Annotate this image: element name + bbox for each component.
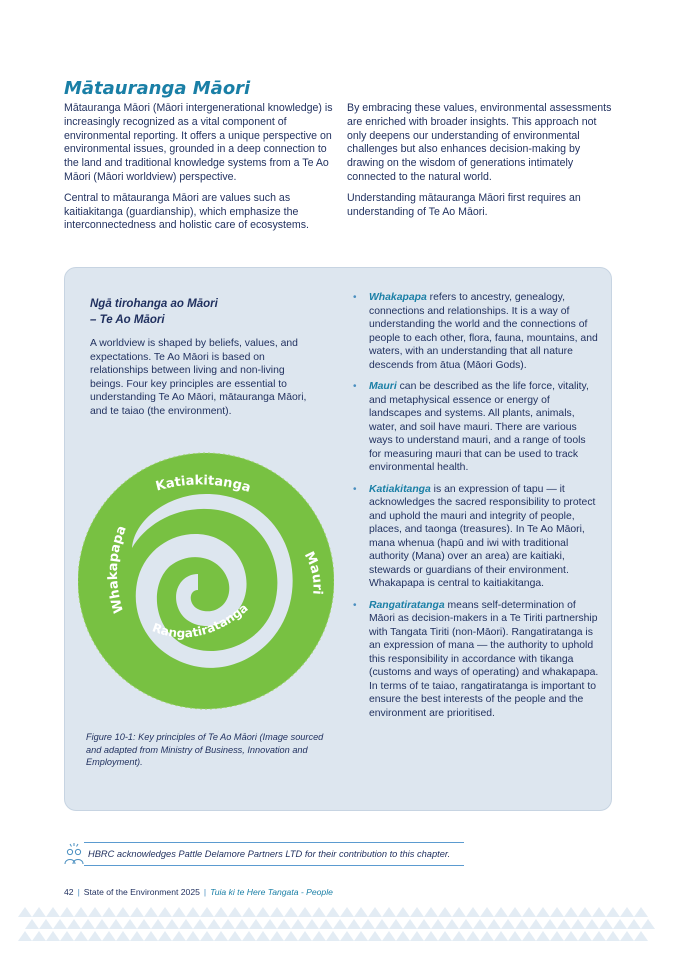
pattern-triangle [256,907,270,917]
pattern-triangle [396,931,410,941]
pattern-triangle [375,919,389,929]
pattern-triangle [424,931,438,941]
pattern-triangle [60,907,74,917]
pattern-triangle [74,907,88,917]
pattern-triangle [557,919,571,929]
footer-separator: | [203,887,207,897]
bullet-icon: • [353,599,357,611]
pattern-triangle [536,931,550,941]
intro-paragraph: Understanding mātauranga Māori first requires an understanding of Te Ao Māori. [347,191,581,218]
intro-paragraph: Central to mātauranga Māori are values such as kaitiakitanga (guardianship), which emphasize the interconnectedness and holistic care of ecosystems. [64,191,309,232]
pattern-triangle [172,907,186,917]
pattern-triangle [291,919,305,929]
pattern-triangle [144,907,158,917]
pattern-triangle [18,907,32,917]
pattern-triangle [60,931,74,941]
pattern-triangle [172,931,186,941]
pattern-triangle [620,931,634,941]
spiral-label-top: Katiakitanga [154,473,253,496]
decorative-pattern [18,907,658,941]
pattern-triangle [634,931,648,941]
spiral-label-right: Mauri [300,549,325,596]
pattern-triangle [123,919,137,929]
pattern-triangle [333,919,347,929]
intro-paragraph: Mātauranga Māori (Māori intergenerational knowledge) is increasingly recognized as a vital component of environmental reporting. It offers a unique perspective on environmental issues, grounded in a deep connection to the land and traditional knowledge systems from a Te Ao Māori (Māori worldview) perspective. [64,102,333,183]
pattern-triangle [312,907,326,917]
footer-separator: | [77,887,80,897]
pattern-triangle [368,931,382,941]
pattern-triangle [32,931,46,941]
pattern-triangle [67,919,81,929]
pattern-triangle [627,919,641,929]
pattern-triangle [592,907,606,917]
list-item [352,380,600,475]
pattern-triangle [606,931,620,941]
pattern-triangle [529,919,543,929]
pattern-triangle [242,931,256,941]
pattern-triangle [284,907,298,917]
pattern-triangle [417,919,431,929]
pattern-triangle [424,907,438,917]
pattern-triangle [270,931,284,941]
koru-spiral-figure [78,440,334,722]
panel-heading [90,296,320,328]
ack-bottom-rule [84,865,464,866]
pattern-triangle [95,919,109,929]
pattern-triangle [466,931,480,941]
pattern-triangle [599,919,613,929]
pattern-triangle [578,931,592,941]
bullet-icon: • [353,292,357,303]
pattern-triangle [46,931,60,941]
pattern-triangle [53,919,67,929]
pattern-triangle [102,931,116,941]
pattern-triangle [165,919,179,929]
pattern-triangle [284,931,298,941]
pattern-triangle [207,919,221,929]
pattern-triangle [18,931,32,941]
pattern-triangle [515,919,529,929]
pattern-triangle [88,931,102,941]
pattern-triangle [382,907,396,917]
pattern-triangle [158,907,172,917]
pattern-triangle [340,931,354,941]
pattern-triangle [319,919,333,929]
pattern-triangle [305,919,319,929]
principle-term: Whakapapa [369,292,427,303]
principle-text: means self-determination of Māori as decision-makers in a Te Tiriti partnership with Tangata Tiriti (non-Māori). Rangatiratanga is an expression of mana — the authority to uphold this responsibility in accordance with tikanga (customs and ways of operating) and whakapapa. In terms of te taiao, rangatiratanga is important to ensure the best interests of the people and the environment are prioritised. [369,599,599,719]
pattern-triangle [522,931,536,941]
pattern-triangle [522,907,536,917]
pattern-triangle [130,907,144,917]
pattern-triangle [263,919,277,929]
pattern-triangle [634,907,648,917]
pattern-triangle [592,931,606,941]
pattern-triangle [354,931,368,941]
pattern-triangle [221,919,235,929]
pattern-triangle [242,907,256,917]
pattern-triangle [277,919,291,929]
ack-top-rule [84,842,464,843]
pattern-triangle [102,907,116,917]
pattern-triangle [606,907,620,917]
principle-text: can be described as the life force, vitality, and metaphysical essence or energy of landscapes and systems. All plants, animals, water, and soil have mauri. There are various ways to understand mauri, and a range of tools for measuring mauri that can be used to track environmental health. [369,381,589,473]
pattern-triangle [46,907,60,917]
principle-text: refers to ancestry, genealogy, connections and relationships. It is a way of understanding the world and the connections of people to each other, flora, fauna, mountains, and waters, with an understanding that all nature descends from ātua (Māori Gods). [369,292,598,371]
pattern-triangle [256,931,270,941]
pattern-triangle [235,919,249,929]
principle-term: Katiakitanga [369,483,431,495]
pattern-triangle [550,907,564,917]
pattern-triangle [228,907,242,917]
pattern-triangle [368,907,382,917]
list-item [352,291,600,372]
pattern-triangle [452,907,466,917]
pattern-triangle [340,907,354,917]
spiral-label-left: Whakapapa [105,523,130,615]
principle-term: Mauri [369,381,397,392]
pattern-triangle [494,931,508,941]
pattern-triangle [564,907,578,917]
pattern-triangle [200,931,214,941]
pattern-triangle [445,919,459,929]
principle-text: is an expression of tapu — it acknowledges the sacred responsibility to protect and uphold the mauri and integrity of people, places, and taonga (treasures). In Te Ao Māori, mana whenua (hapū and iwi with traditional authority (Mana) over an area) are kaitiaki, stewards or guardians of their environment. Whakapapa is central to kaitiakitanga. [369,483,596,589]
pattern-triangle [32,907,46,917]
panel-heading-line2: – Te Ao Māori [90,314,165,326]
pattern-triangle [298,907,312,917]
principles-list [352,291,600,728]
pattern-triangle [620,907,634,917]
list-item [352,599,600,721]
pattern-triangle [494,907,508,917]
publication-title: State of the Environment 2025 [83,887,200,897]
pattern-triangle [130,931,144,941]
principle-term: Rangatiratanga [369,599,445,611]
pattern-triangle [382,931,396,941]
acknowledgement-text: HBRC acknowledges Pattle Delamore Partners LTD for their contribution to this chapter. [88,849,451,859]
pattern-triangle [508,931,522,941]
pattern-triangle [186,907,200,917]
spiral-label-inner: Rangatiratanga [150,600,251,641]
page-title: Mātauranga Māori [64,78,251,99]
pattern-triangle [466,907,480,917]
pattern-triangle [228,931,242,941]
pattern-triangle [214,931,228,941]
pattern-triangle [452,931,466,941]
pattern-triangle [347,919,361,929]
page-number: 42 [64,887,74,897]
pattern-triangle [564,931,578,941]
intro-paragraph: By embracing these values, environmental assessments are enriched with broader insights. This approach not only deepens our understanding of environmental challenges but also enhances decision-making by drawing on the wisdom of generations intimately connected to the natural world. [347,102,612,183]
pattern-triangle [214,907,228,917]
pattern-triangle [179,919,193,929]
intro-left-column [64,102,336,240]
pattern-triangle [536,907,550,917]
panel-heading-line1: Ngā tirohanga ao Māori [90,298,218,310]
intro-right-column [347,102,612,226]
pattern-triangle [116,907,130,917]
people-icon [64,842,84,866]
pattern-triangle [480,907,494,917]
pattern-triangle [186,931,200,941]
pattern-triangle [410,931,424,941]
pattern-triangle [438,931,452,941]
pattern-triangle [74,931,88,941]
pattern-triangle [25,919,39,929]
pattern-triangle [249,919,263,929]
pattern-triangle [508,907,522,917]
pattern-triangle [298,931,312,941]
pattern-triangle [613,919,627,929]
figure-caption: Figure 10-1: Key principles of Te Ao Māori (Image sourced and adapted from Ministry of Business, Innovation and Employment). [86,732,324,768]
pattern-triangle [389,919,403,929]
page-footer [64,887,333,897]
pattern-triangle [585,919,599,929]
pattern-triangle [200,907,214,917]
pattern-triangle [39,919,53,929]
pattern-triangle [438,907,452,917]
pattern-triangle [81,919,95,929]
pattern-triangle [473,919,487,929]
acknowledgement [64,842,464,866]
pattern-triangle [270,907,284,917]
pattern-triangle [158,931,172,941]
pattern-triangle [193,919,207,929]
pattern-triangle [543,919,557,929]
bullet-icon: • [353,483,357,495]
panel-intro: A worldview is shaped by beliefs, values, and expectations. Te Ao Māori is based on relationships between living and non-living beings. Four key principles are essential to understanding Te Ao Māori, mātauranga Māori, and te taiao (the environment). [90,338,307,417]
bullet-icon: • [353,381,357,392]
section-title: Tuia ki te Here Tangata - People [210,887,333,897]
pattern-triangle [396,907,410,917]
pattern-triangle [109,919,123,929]
pattern-triangle [151,919,165,929]
pattern-triangle [326,931,340,941]
pattern-triangle [578,907,592,917]
pattern-triangle [116,931,130,941]
pattern-triangle [501,919,515,929]
pattern-triangle [137,919,151,929]
pattern-triangle [326,907,340,917]
pattern-triangle [361,919,375,929]
pattern-triangle [88,907,102,917]
pattern-triangle [403,919,417,929]
pattern-triangle [431,919,445,929]
pattern-triangle [550,931,564,941]
pattern-triangle [641,919,655,929]
pattern-triangle [487,919,501,929]
pattern-triangle [459,919,473,929]
pattern-triangle [410,907,424,917]
pattern-triangle [571,919,585,929]
pattern-triangle [480,931,494,941]
pattern-triangle [354,907,368,917]
pattern-triangle [312,931,326,941]
list-item [352,483,600,591]
pattern-triangle [144,931,158,941]
